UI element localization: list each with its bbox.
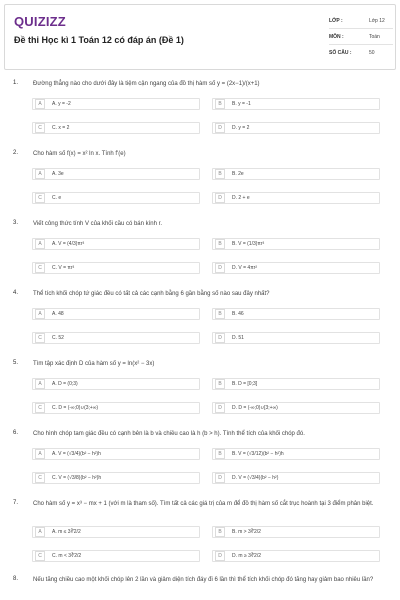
option-text: A. 48 bbox=[52, 311, 64, 317]
option-text: C. x = 2 bbox=[52, 125, 70, 131]
option-letter: B bbox=[215, 379, 225, 389]
option-text: B. 46 bbox=[232, 311, 244, 317]
question-text: Cho hàm số f(x) = x² ln x. Tính f'(e) bbox=[33, 151, 126, 157]
question-number: 8. bbox=[13, 576, 19, 582]
option-text: C. D = (-∞;0)∪(3;+∞) bbox=[52, 405, 99, 411]
option-text: D. m ≥ 3∛2/2 bbox=[232, 553, 261, 559]
worksheet-header bbox=[4, 4, 396, 70]
option-text: D. D = (-∞;0)∪[3;+∞) bbox=[232, 405, 278, 411]
meta-row-count bbox=[329, 45, 393, 61]
option-letter: C bbox=[35, 123, 45, 133]
answer-option[interactable] bbox=[212, 550, 380, 562]
answer-option[interactable] bbox=[212, 448, 380, 460]
option-text: A. V = (√3/4)(b² − h²)h bbox=[52, 451, 101, 457]
answer-option[interactable] bbox=[32, 526, 200, 538]
answer-option[interactable] bbox=[32, 262, 200, 274]
option-letter: A bbox=[35, 169, 45, 179]
question-text: Cho hàm số y = x³ − mx + 1 (với m là tham số). Tìm tất cả các giá trị của m để đồ thị hàm số cắt trục hoành tại 3 điểm phân biệt. bbox=[33, 501, 374, 507]
option-letter: C bbox=[35, 333, 45, 343]
option-letter: A bbox=[35, 527, 45, 537]
option-letter: B bbox=[215, 239, 225, 249]
option-letter: B bbox=[215, 449, 225, 459]
option-text: C. e bbox=[52, 195, 62, 201]
option-text: D. 51 bbox=[232, 335, 244, 341]
question-text: Thể tích khối chóp tứ giác đều có tất cả các cạnh bằng 6 gần bằng số nào sau đây nhất? bbox=[33, 291, 270, 297]
answer-option[interactable] bbox=[32, 238, 200, 250]
option-letter: B bbox=[215, 99, 225, 109]
question-number: 3. bbox=[13, 220, 19, 226]
option-text: B. m > 3∛2/2 bbox=[232, 529, 261, 535]
option-letter: B bbox=[215, 309, 225, 319]
question-number: 6. bbox=[13, 430, 19, 436]
worksheet-meta bbox=[329, 13, 393, 61]
option-text: C. V = πr³ bbox=[52, 265, 75, 271]
answer-option[interactable] bbox=[212, 122, 380, 134]
option-letter: D bbox=[215, 473, 225, 483]
question-text: Cho hình chóp tam giác đều có cạnh bên là b và chiều cao là h (b > h). Tính thể tích của khối chóp đó. bbox=[33, 431, 305, 437]
question-text: Tìm tập xác định D của hàm số y = ln(x² − 3x) bbox=[33, 361, 155, 367]
answer-option[interactable] bbox=[212, 526, 380, 538]
answer-option[interactable] bbox=[32, 550, 200, 562]
option-letter: D bbox=[215, 123, 225, 133]
option-letter: C bbox=[35, 551, 45, 561]
answer-option[interactable] bbox=[32, 192, 200, 204]
option-letter: A bbox=[35, 309, 45, 319]
answer-option[interactable] bbox=[212, 332, 380, 344]
option-letter: A bbox=[35, 239, 45, 249]
option-text: B. D = [0;3] bbox=[232, 381, 258, 387]
answer-option[interactable] bbox=[212, 192, 380, 204]
option-letter: D bbox=[215, 551, 225, 561]
answer-option[interactable] bbox=[212, 262, 380, 274]
option-letter: C bbox=[35, 263, 45, 273]
meta-label: MÔN : bbox=[329, 33, 344, 40]
answer-option[interactable] bbox=[32, 332, 200, 344]
page-title: Đề thi Học kì 1 Toán 12 có đáp án (Đề 1) bbox=[14, 35, 184, 45]
option-text: C. 52 bbox=[52, 335, 64, 341]
meta-value: 50 bbox=[369, 50, 375, 56]
answer-option[interactable] bbox=[32, 98, 200, 110]
meta-label: SỐ CÂU : bbox=[329, 50, 352, 56]
option-letter: A bbox=[35, 379, 45, 389]
option-text: A. y = -2 bbox=[52, 101, 71, 107]
answer-option[interactable] bbox=[32, 168, 200, 180]
option-letter: B bbox=[215, 527, 225, 537]
answer-option[interactable] bbox=[212, 402, 380, 414]
quizizz-logo: QUIZIZZ bbox=[14, 14, 66, 29]
option-text: B. V = (1/3)πr³ bbox=[232, 241, 265, 247]
question-number: 5. bbox=[13, 360, 19, 366]
option-text: C. V = (√3/8)(b² − h²)h bbox=[52, 475, 102, 481]
question-number: 7. bbox=[13, 500, 19, 506]
option-text: A. 3e bbox=[52, 171, 64, 177]
option-letter: D bbox=[215, 263, 225, 273]
answer-option[interactable] bbox=[212, 378, 380, 390]
option-text: A. D = (0;3) bbox=[52, 381, 78, 387]
meta-row-subject bbox=[329, 29, 393, 45]
answer-option[interactable] bbox=[212, 168, 380, 180]
meta-value: Toán bbox=[369, 33, 380, 40]
answer-option[interactable] bbox=[212, 308, 380, 320]
answer-option[interactable] bbox=[32, 122, 200, 134]
answer-option[interactable] bbox=[32, 308, 200, 320]
answer-option[interactable] bbox=[212, 238, 380, 250]
question-text: Đường thẳng nào cho dưới đây là tiệm cận ngang của đồ thị hàm số y = (2x−1)/(x+1) bbox=[33, 81, 260, 87]
answer-option[interactable] bbox=[212, 98, 380, 110]
option-letter: D bbox=[215, 333, 225, 343]
meta-label: LỚP : bbox=[329, 17, 343, 24]
option-letter: D bbox=[215, 403, 225, 413]
meta-row-class bbox=[329, 13, 393, 29]
option-text: A. m ≤ 3∛2/2 bbox=[52, 529, 81, 535]
option-letter: C bbox=[35, 403, 45, 413]
option-text: D. V = 4πr² bbox=[232, 265, 257, 271]
option-letter: B bbox=[215, 169, 225, 179]
option-letter: A bbox=[35, 449, 45, 459]
option-text: A. V = (4/3)πr³ bbox=[52, 241, 85, 247]
option-letter: A bbox=[35, 99, 45, 109]
answer-option[interactable] bbox=[32, 402, 200, 414]
question-number: 1. bbox=[13, 80, 19, 86]
answer-option[interactable] bbox=[32, 448, 200, 460]
option-text: C. m < 3∛2/2 bbox=[52, 553, 82, 559]
option-text: B. V = (√3/12)(b² − h²)h bbox=[232, 451, 284, 457]
answer-option[interactable] bbox=[32, 472, 200, 484]
option-letter: C bbox=[35, 193, 45, 203]
answer-option[interactable] bbox=[32, 378, 200, 390]
option-text: B. 2e bbox=[232, 171, 244, 177]
option-text: D. V = (√3/4)(b² − h²) bbox=[232, 475, 279, 481]
question-text: Viết công thức tính V của khối cầu có bán kính r. bbox=[33, 221, 162, 227]
question-text: Nếu tăng chiều cao một khối chóp lên 2 lần và giảm diện tích đáy đi 6 lần thì thể tích khối chóp đó tăng hay giảm bao nhiêu lần? bbox=[33, 577, 374, 583]
option-text: D. y = 2 bbox=[232, 125, 250, 131]
question-number: 2. bbox=[13, 150, 19, 156]
option-text: B. y = -1 bbox=[232, 101, 251, 107]
answer-option[interactable] bbox=[212, 472, 380, 484]
question-number: 4. bbox=[13, 290, 19, 296]
option-letter: C bbox=[35, 473, 45, 483]
option-text: D. 2 + e bbox=[232, 195, 250, 201]
option-letter: D bbox=[215, 193, 225, 203]
meta-value: Lớp 12 bbox=[369, 17, 385, 24]
